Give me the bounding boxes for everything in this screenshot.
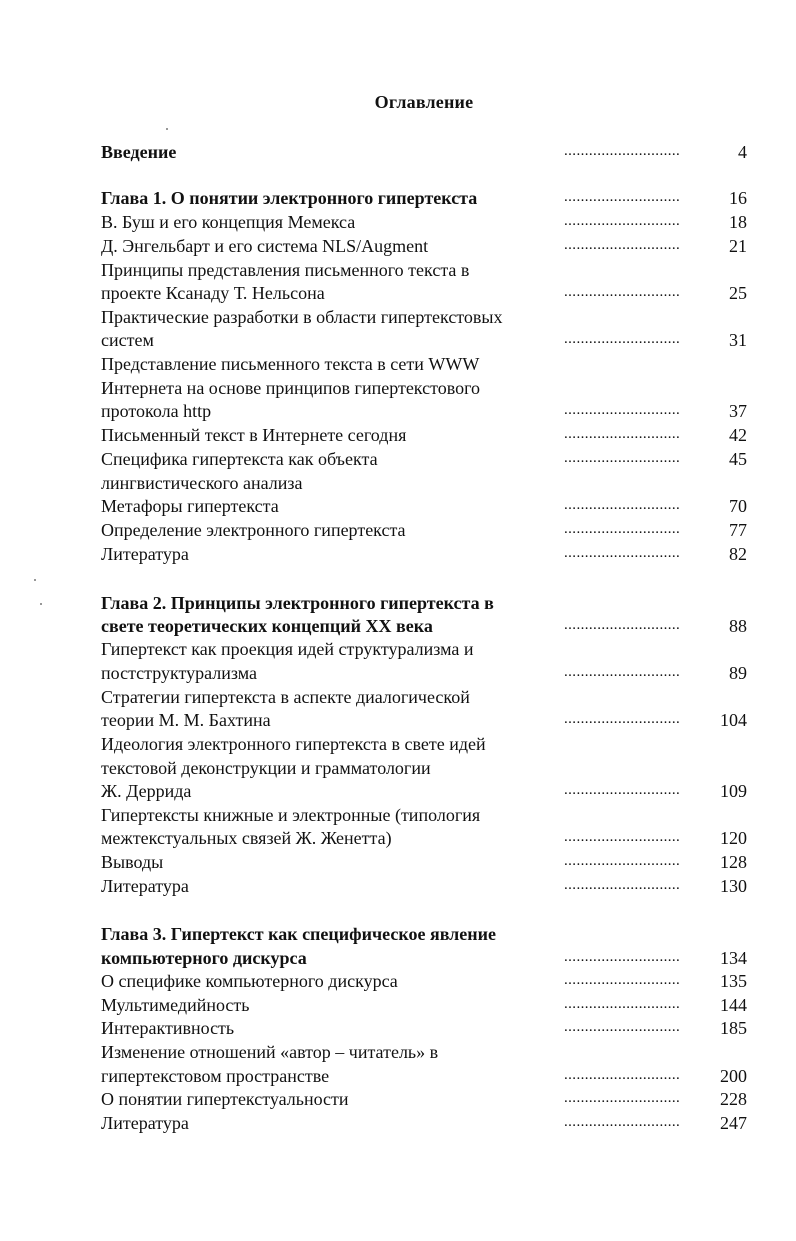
toc-leader-dots: ............................ [564,331,681,347]
toc-entry-text: Ж. Деррида [101,781,192,801]
toc-entry-text: постструктурализма [101,663,258,683]
toc-page-number: 16 [729,188,747,208]
toc-page-number: 200 [720,1066,747,1086]
toc-leader-dots: ............................ [564,853,681,869]
toc-page-number: 104 [720,710,747,730]
toc-entry-text: Изменение отношений «автор – читатель» в [101,1042,439,1062]
toc-leader-dots: ............................ [564,829,681,845]
toc-entry [101,708,751,732]
toc-entry-text: В. Буш и его концепция Мемекса [101,212,356,232]
toc-entry-text: Глава 2. Принципы электронного гипертекста в [101,593,494,613]
toc-entry [101,874,751,898]
toc-entry [101,732,751,756]
toc-leader-dots: ............................ [564,545,681,561]
toc-entry [101,352,751,376]
toc-entry-text: О специфике компьютерного дискурса [101,971,398,991]
toc-entry [101,399,751,423]
toc-entry [101,756,751,780]
toc-page-number: 185 [720,1018,747,1038]
toc-leader-dots: ............................ [564,521,681,537]
toc-entry [101,518,751,542]
toc-entry-text: Глава 1. О понятии электронного гипертекста [101,188,478,208]
toc-leader-dots: ............................ [564,450,681,466]
toc-page-number: 42 [729,425,747,445]
toc-entry-text: лингвистического анализа [101,473,303,493]
toc-leader-dots: ............................ [564,1090,681,1106]
toc-page-number: 25 [729,283,747,303]
toc-entry-text: Гипертексты книжные и электронные (типология [101,805,481,825]
toc-page-number: 37 [729,401,747,421]
toc-page-number: 21 [729,236,747,256]
toc-leader-dots: ............................ [564,426,681,442]
toc-entry-text: межтекстуальных связей Ж. Женетта) [101,828,392,848]
toc-entry-text: Д. Энгельбарт и его система NLS/Augment [101,236,429,256]
toc-entry-text: теории М. М. Бахтина [101,710,271,730]
page-title: Оглавление [374,92,474,112]
toc-leader-dots: ............................ [564,972,681,988]
toc-page-number: 134 [720,948,747,968]
toc-entry [101,494,751,518]
toc-entry [101,542,751,566]
toc-chapter-1-heading [101,186,751,210]
toc-entry-text: Специфика гипертекста как объекта [101,449,378,469]
toc-entry [101,423,751,447]
toc-entry-text: О понятии гипертекстуальности [101,1089,349,1109]
toc-entry-text: Литература [101,876,189,896]
toc-entry-text: Представление письменного текста в сети WWW [101,354,480,374]
toc-entry-text: Введение [101,142,177,162]
toc-entry [101,1087,751,1111]
toc-entry-text: Определение электронного гипертекста [101,520,406,540]
toc-leader-dots: ............................ [564,782,681,798]
toc-chapter-2-heading [101,591,751,615]
toc-entry [101,258,751,282]
toc-entry [101,376,751,400]
toc-entry [101,447,751,471]
scan-speck [34,579,36,581]
toc-page-number: 120 [720,828,747,848]
toc-page-number: 45 [729,449,747,469]
toc-entry [101,328,751,352]
toc-entry [101,1016,751,1040]
toc-leader-dots: ............................ [564,189,681,205]
toc-page-number: 70 [729,496,747,516]
toc-entry-text: Литература [101,544,189,564]
toc-page-number: 247 [720,1113,747,1133]
toc-entry-text: Интернета на основе принципов гипертекстового [101,378,481,398]
toc-leader-dots: ............................ [564,1114,681,1130]
toc-entry-text: Глава 3. Гипертекст как специфическое явление [101,924,496,944]
toc-entry-text: протокола http [101,401,212,421]
toc-entry [101,210,751,234]
scan-speck [40,603,42,605]
toc-page-number: 4 [738,142,747,162]
toc-entry-text: Мультимедийность [101,995,250,1015]
toc-leader-dots: ............................ [564,402,681,418]
toc-entry [101,1111,751,1135]
toc-entry-text: Практические разработки в области гипертекстовых [101,307,503,327]
toc-chapter-3-heading [101,946,751,970]
toc-leader-dots: ............................ [564,284,681,300]
toc-entry-intro [101,140,751,164]
toc-page-number: 77 [729,520,747,540]
toc-entry [101,471,751,495]
toc-chapter-3-heading [101,922,751,946]
toc-entry-text: Выводы [101,852,164,872]
toc-entry [101,1040,751,1064]
toc-entry [101,826,751,850]
toc-entry-text: текстовой деконструкции и грамматологии [101,758,431,778]
toc-leader-dots: ............................ [564,996,681,1012]
toc-page-number: 130 [720,876,747,896]
toc-entry-text: проекте Ксанаду Т. Нельсона [101,283,325,303]
toc-entry [101,305,751,329]
toc-entry-text: Идеология электронного гипертекста в свете идей [101,734,486,754]
toc-entry-text: Метафоры гипертекста [101,496,279,516]
toc-leader-dots: ............................ [564,213,681,229]
toc-leader-dots: ............................ [564,711,681,727]
toc-entry-text: Принципы представления письменного текста в [101,260,470,280]
toc-leader-dots: ............................ [564,237,681,253]
toc-page-number: 135 [720,971,747,991]
toc-page-number: 18 [729,212,747,232]
toc-entry-text: Письменный текст в Интернете сегодня [101,425,407,445]
scan-speck [166,128,168,130]
toc-page-number: 144 [720,995,747,1015]
toc-entry-text: Стратегии гипертекста в аспекте диалогической [101,687,470,707]
toc-entry [101,969,751,993]
toc-entry-text: систем [101,330,154,350]
toc-entry [101,779,751,803]
toc-leader-dots: ............................ [564,497,681,513]
toc-entry [101,850,751,874]
toc-page-number: 128 [720,852,747,872]
toc-entry [101,234,751,258]
toc-chapter-2-heading [101,614,751,638]
toc-entry-text: Гипертекст как проекция идей структурализма и [101,639,474,659]
toc-entry-text: Интерактивность [101,1018,235,1038]
toc-entry-text: гипертекстовом пространстве [101,1066,330,1086]
toc-entry [101,637,751,661]
toc-leader-dots: ............................ [564,617,681,633]
toc-entry [101,803,751,827]
toc-leader-dots: ............................ [564,877,681,893]
toc-entry-text: компьютерного дискурса [101,948,307,968]
toc-leader-dots: ............................ [564,949,681,965]
toc-entry [101,685,751,709]
toc-entry-text: Литература [101,1113,189,1133]
toc-page-number: 88 [729,616,747,636]
toc-leader-dots: ............................ [564,1067,681,1083]
toc-page-number: 31 [729,330,747,350]
toc-entry [101,661,751,685]
toc-page-number: 82 [729,544,747,564]
toc-leader-dots: ............................ [564,143,681,159]
toc-entry [101,993,751,1017]
toc-entry [101,1064,751,1088]
toc-leader-dots: ............................ [564,1019,681,1035]
toc-entry [101,281,751,305]
toc-entry-text: свете теоретических концепций XX века [101,616,433,636]
toc-page-number: 228 [720,1089,747,1109]
toc-page-number: 109 [720,781,747,801]
toc-page-number: 89 [729,663,747,683]
toc-leader-dots: ............................ [564,664,681,680]
